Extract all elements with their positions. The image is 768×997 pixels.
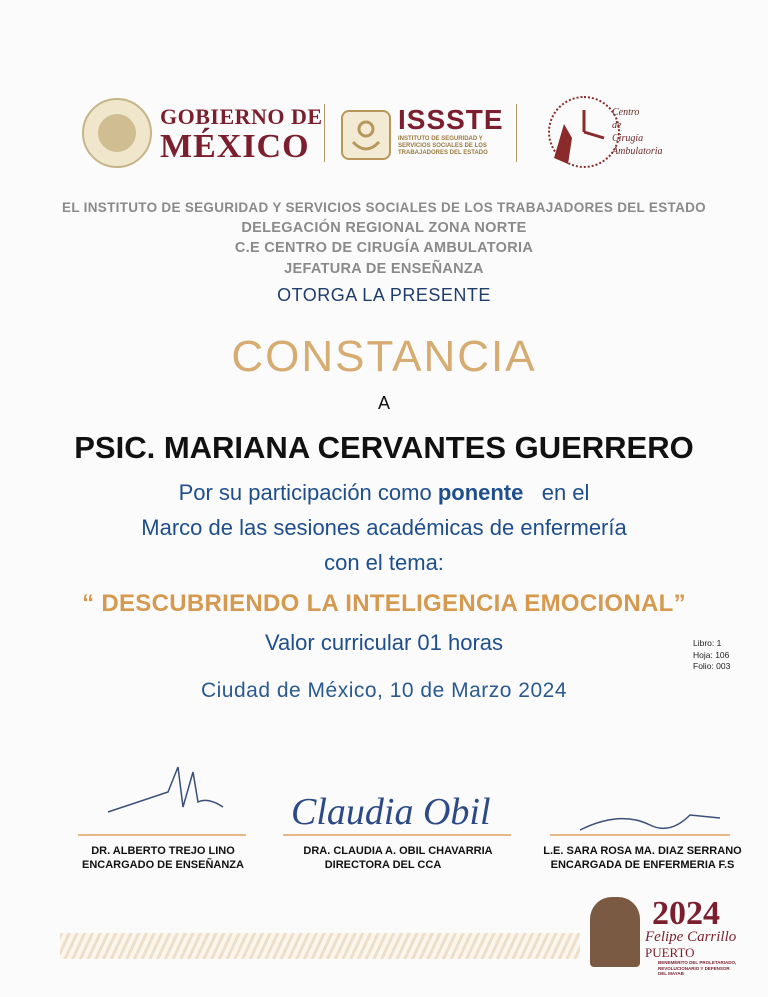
issste-logo-subtitle: INSTITUTO DE SEGURIDAD Y SERVICIOS SOCIALES DE LOS TRABAJADORES DEL ESTADO [398,136,488,156]
mexico-seal-icon [82,98,152,168]
signature-block [78,762,248,872]
gobierno-logo-line2: MÉXICO [160,128,310,165]
participation-line [0,480,768,506]
cca-logo-line: Centro [612,107,640,118]
curricular-value: Valor curricular 01 horas [264,630,504,655]
signer-role: ENCARGADO DE ENSEÑANZA [82,859,244,871]
clock-icon [548,96,620,168]
center-line: C.E CENTRO DE CIRUGÍA AMBULATORIA [234,240,534,256]
registry-folio: Folio: 003 [693,661,731,671]
cca-logo-line: Cirugía [612,133,644,144]
signer-name: DRA. CLAUDIA A. OBIL CHAVARRIA [303,845,493,857]
signer-name: DR. ALBERTO TREJO LINO [91,845,235,857]
registry-book: Libro: 1 [693,638,722,648]
honoree-line2: PUERTO [645,945,695,960]
participation-role: ponente [437,480,524,505]
topic-intro-line: con el tema: [324,550,444,575]
to-label: A [377,393,390,413]
signer-role: ENCARGADA DE ENFERMERIA F.S [550,859,735,871]
logo-divider [516,104,517,162]
framework-line: Marco de las sesiones académicas de enfermería [141,515,627,540]
signature-block [530,800,755,890]
issste-logo-name: ISSSTE [398,104,504,135]
department-line: JEFATURA DE ENSEÑANZA [284,261,484,277]
signature-scrawl: Claudia Obil [291,791,491,833]
registry-page: Hoja: 106 [693,649,730,660]
year-logo-number: 2024 [652,895,720,932]
signer-name: L.E. SARA ROSA MA. DIAZ SERRANO [543,845,742,857]
gobierno-logo-line1: GOBIERNO DE [160,104,323,129]
honoree-line1: Felipe Carrillo [645,929,737,945]
decorative-footer-band [60,933,580,959]
year-logo-subtitle: BENEMÉRITO DEL PROLETARIADO, REVOLUCIONARIO Y DEFENSOR DEL MAYAB [658,960,737,976]
logo-divider [324,104,325,162]
place-date: Ciudad de México, 10 de Marzo 2024 [200,679,568,702]
delegation-line: DELEGACIÓN REGIONAL ZONA NORTE [241,220,527,236]
year-logo-honoree [645,930,736,960]
signature-line [78,834,246,836]
grants-line: OTORGA LA PRESENTE [277,285,491,305]
signer-role: DIRECTORA DEL CCA [324,859,442,871]
issste-emblem-icon [341,110,391,160]
certificate-title: CONSTANCIA [231,332,537,381]
cca-logo-line: de [612,120,622,131]
signature-block [283,780,513,890]
cca-logo-text [612,106,663,158]
recipient-name: PSIC. MARIANA CERVANTES GUERRERO [74,430,694,465]
registry-block [693,638,730,673]
participation-suffix: en el [523,480,590,505]
cca-logo-line: Ambulatoria [612,146,663,157]
signature-scrawl-icon [98,762,228,832]
participation-prefix: Por su participación como [178,480,438,505]
institution-line: EL INSTITUTO DE SEGURIDAD Y SERVICIOS SOCIALES DE LOS TRABAJADORES DEL ESTADO [62,200,706,215]
signature-line [283,834,511,836]
signature-line [550,834,730,836]
logo-row [0,92,768,172]
portrait-icon [590,897,640,967]
topic-title: “ DESCUBRIENDO LA INTELIGENCIA EMOCIONAL” [82,590,686,617]
